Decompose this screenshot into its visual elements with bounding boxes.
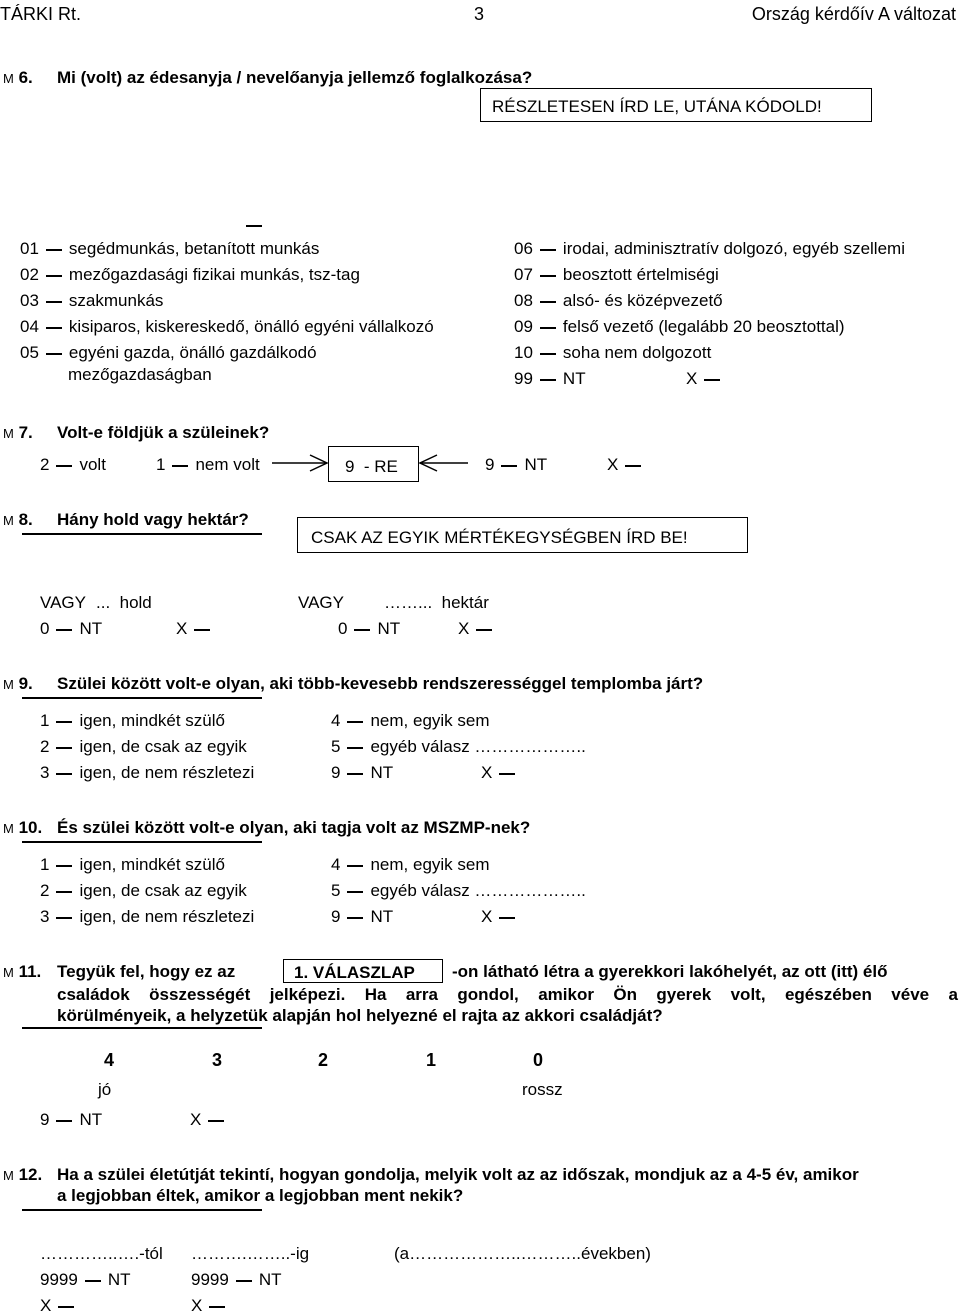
header-right: Ország kérdőív A változat <box>751 4 956 24</box>
instruction-m6-text: RÉSZLETESEN ÍRD LE, UTÁNA KÓDOLD! <box>492 97 822 116</box>
question-m9-text: Szülei között volt-e olyan, aki több-kevesebb rendszerességgel templomba járt? <box>57 674 704 693</box>
code-row-cont: mezőgazdaságban <box>68 365 212 384</box>
x-mark[interactable]: X <box>458 620 499 637</box>
x-mark[interactable]: X <box>607 456 648 473</box>
reference-box-text: 1. VÁLASZLAP <box>294 963 415 982</box>
question-m12-line1: Ha a szülei életútját tekintí, hogyan gondolja, melyik volt az az időszak, mondjuk az a 4-5 év, amikor <box>57 1165 859 1184</box>
question-m9-label: M 9. <box>3 674 33 693</box>
question-m8-text: Hány hold vagy hektár? <box>57 510 249 529</box>
answer-option[interactable]: 1 igen, mindkét szülő <box>40 711 225 730</box>
scale-label-good: jó <box>98 1080 112 1099</box>
question-m7-label: M 7. <box>3 423 33 442</box>
code-row[interactable]: 07 beosztott értelmiségi <box>514 265 719 284</box>
question-m7-text: Volt-e földjük a szüleinek? <box>57 423 270 442</box>
underline <box>22 1027 262 1029</box>
header-left: TÁRKI Rt. <box>0 4 82 24</box>
x-mark[interactable]: X <box>176 620 217 637</box>
x-mark[interactable]: X <box>190 1111 231 1128</box>
arrow-left-icon <box>418 452 472 474</box>
code-row[interactable]: 06 irodai, adminisztratív dolgozó, egyéb szellemi <box>514 239 905 258</box>
code-row[interactable]: 99 NT <box>514 369 586 388</box>
answer-option[interactable]: 2 igen, de csak az egyik <box>40 737 247 756</box>
question-m6-label: M 6. <box>3 68 33 87</box>
question-m6-text: Mi (volt) az édesanyja / nevelőanyja jellemző foglalkozása? <box>57 68 533 87</box>
page-number: 3 <box>474 4 485 24</box>
question-m11-part1: Tegyük fel, hogy ez az <box>57 962 236 981</box>
code-row[interactable]: 03 szakmunkás <box>20 291 164 310</box>
reference-box-valaszlap <box>283 959 443 983</box>
answer-option-nt[interactable]: 0 NT <box>338 619 401 638</box>
years-field[interactable]: (a………………..………..években) <box>394 1244 651 1263</box>
question-m11-label: M 11. <box>3 962 42 981</box>
answer-option-nt[interactable]: 9999 NT <box>40 1270 131 1289</box>
question-m11-line2: családok összességét jelképezi. Ha arra gondol, amikor Ön gyerek volt, egészében véve a <box>57 985 958 1004</box>
scale-point[interactable]: 0 <box>533 1050 544 1070</box>
code-row[interactable]: 08 alsó- és középvezető <box>514 291 723 310</box>
question-m8-label: M 8. <box>3 510 33 529</box>
x-mark[interactable]: X <box>191 1297 232 1314</box>
answer-option-nt[interactable]: 9 NT <box>40 1110 103 1129</box>
answer-option-nt[interactable]: 9 NT <box>485 455 548 474</box>
code-row[interactable]: 04 kisiparos, kiskereskedő, önálló egyéni vállalkozó <box>20 317 434 336</box>
answer-option[interactable]: 5 egyéb válasz ……………….. <box>331 737 586 756</box>
underline <box>22 533 262 535</box>
skip-box-m7 <box>328 446 419 482</box>
answer-option-nem-volt[interactable]: 1 nem volt <box>156 455 260 474</box>
answer-option[interactable]: 3 igen, de nem részletezi <box>40 763 255 782</box>
label-vagy: VAGY <box>298 593 344 612</box>
underline <box>22 1209 262 1211</box>
arrow-right-icon <box>270 452 330 474</box>
answer-option[interactable]: 2 igen, de csak az egyik <box>40 881 247 900</box>
scale-point[interactable]: 4 <box>104 1050 115 1070</box>
x-mark[interactable]: X <box>686 370 727 387</box>
answer-option[interactable]: 1 igen, mindkét szülő <box>40 855 225 874</box>
instruction-box-m8 <box>297 517 748 553</box>
question-m11-line3: körülményeik, a helyzetük alapján hol helyezné el rajta az akkori családját? <box>57 1006 663 1025</box>
answer-option-nt[interactable]: 9999 NT <box>191 1270 282 1289</box>
scale-point[interactable]: 1 <box>426 1050 437 1070</box>
scale-label-bad: rossz <box>522 1080 563 1099</box>
question-m11-part2: -on látható létra a gyerekkori lakóhelyét, az ott (itt) élő <box>452 962 888 981</box>
hektar-field[interactable]: ……... hektár <box>384 593 489 612</box>
answer-option[interactable]: 9 NT <box>331 907 394 926</box>
year-from-field[interactable]: …………..….-tól <box>40 1244 163 1263</box>
code-row[interactable]: 01 segédmunkás, betanított munkás <box>20 239 320 258</box>
skip-box-text: 9 - RE <box>345 457 398 476</box>
answer-option[interactable]: 4 nem, egyik sem <box>331 711 490 730</box>
x-mark[interactable]: X <box>481 908 522 925</box>
hold-field[interactable]: ... hold <box>96 593 152 612</box>
instruction-box-m6 <box>480 88 872 122</box>
answer-option[interactable]: 9 NT <box>331 763 394 782</box>
x-mark[interactable]: X <box>481 764 522 781</box>
scale-point[interactable]: 2 <box>318 1050 329 1070</box>
underline <box>22 697 262 699</box>
answer-line-m6 <box>246 225 262 227</box>
answer-option-volt[interactable]: 2 volt <box>40 455 106 474</box>
question-m10-label: M 10. <box>3 818 43 837</box>
year-to-field[interactable]: ……….……..-ig <box>191 1244 310 1263</box>
question-m12-label: M 12. <box>3 1165 43 1184</box>
question-m12-line2: a legjobban éltek, amikor a legjobban ment nekik? <box>57 1186 464 1205</box>
answer-option[interactable]: 3 igen, de nem részletezi <box>40 907 255 926</box>
instruction-m8-text: CSAK AZ EGYIK MÉRTÉKEGYSÉGBEN ÍRD BE! <box>311 528 688 547</box>
answer-option[interactable]: 5 egyéb válasz ……………….. <box>331 881 586 900</box>
answer-option[interactable]: 4 nem, egyik sem <box>331 855 490 874</box>
code-row[interactable]: 10 soha nem dolgozott <box>514 343 712 362</box>
label-vagy: VAGY <box>40 593 86 612</box>
underline <box>22 841 262 843</box>
code-row[interactable]: 02 mezőgazdasági fizikai munkás, tsz-tag <box>20 265 360 284</box>
answer-option-nt[interactable]: 0 NT <box>40 619 103 638</box>
scale-point[interactable]: 3 <box>212 1050 223 1070</box>
x-mark[interactable]: X <box>40 1297 81 1314</box>
question-m10-text: És szülei között volt-e olyan, aki tagja volt az MSZMP-nek? <box>57 818 531 837</box>
code-row[interactable]: 09 felső vezető (legalább 20 beosztottal) <box>514 317 845 336</box>
code-row[interactable]: 05 egyéni gazda, önálló gazdálkodó <box>20 343 317 362</box>
